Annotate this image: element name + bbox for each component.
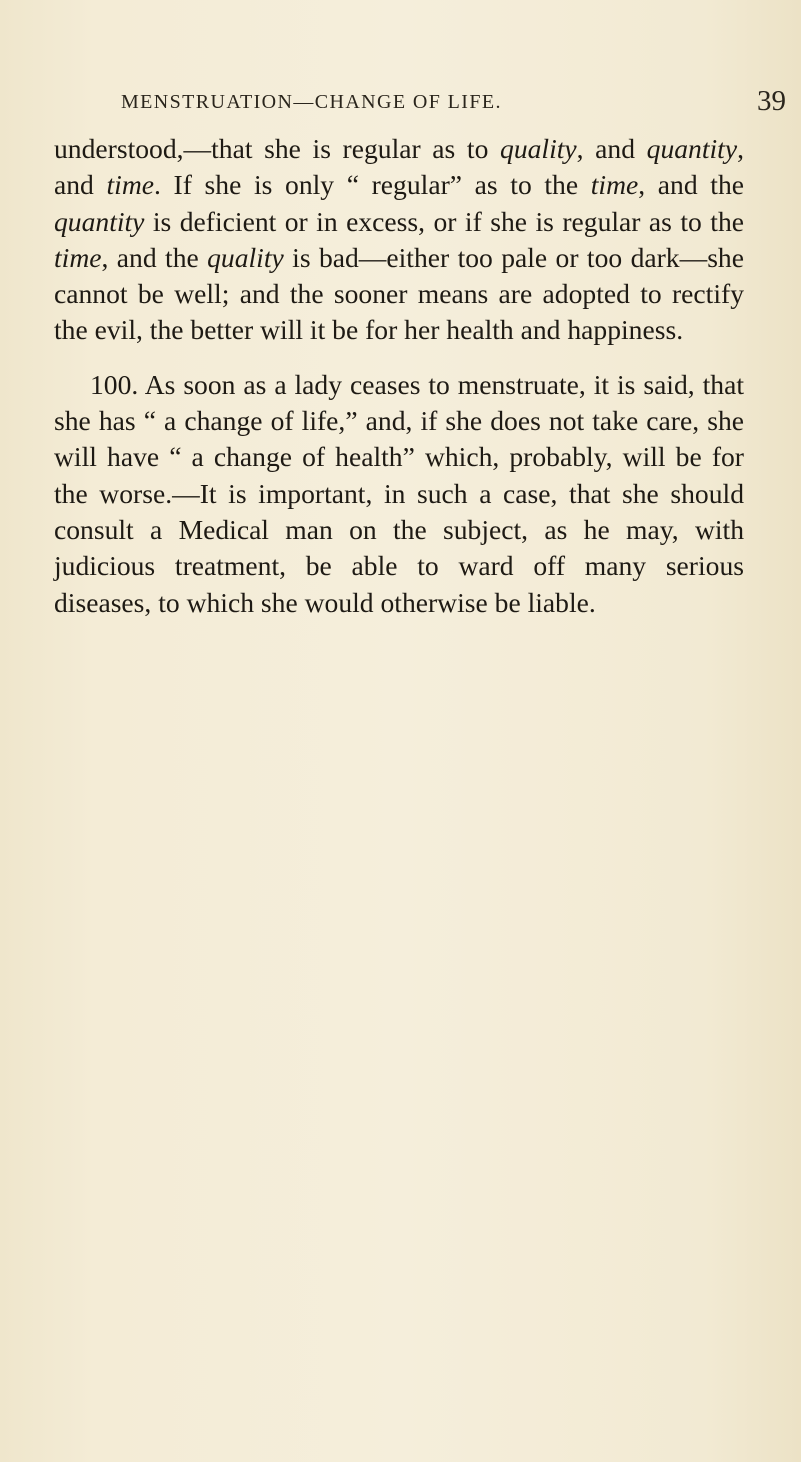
text-segment: , and the <box>101 241 208 273</box>
text-segment: , and <box>54 133 744 201</box>
italic-term: time <box>590 169 639 201</box>
running-title: MENSTRUATION—CHANGE OF LIFE. <box>121 91 502 113</box>
italic-term: quality <box>500 133 577 164</box>
paragraph-continued <box>54 131 744 349</box>
text-segment: , and the <box>638 169 744 201</box>
text-segment: is bad—either too pale or too dark—she cannot be well; and the sooner means are adopted to rectify the evil, the better will it be for her health and happiness. <box>54 241 744 346</box>
body-text <box>54 131 744 621</box>
page-number: 39 <box>757 85 786 117</box>
text-segment: is deficient or in excess, or if she is regular as to the <box>144 205 744 237</box>
italic-term: quality <box>207 241 284 273</box>
paragraph-100 <box>54 367 744 621</box>
text-segment: . If she is only “ regular” as to the <box>154 169 591 201</box>
italic-term: time <box>106 169 154 201</box>
running-head <box>56 87 796 117</box>
italic-term: time <box>54 241 102 273</box>
italic-term: quantity <box>54 205 145 237</box>
italic-term: quantity <box>646 133 738 164</box>
text-segment: understood,—that she is regular as to <box>54 133 501 164</box>
text-segment: , and <box>576 133 647 164</box>
text-segment: 100. As soon as a lady ceases to menstruate, it is said, that she has “ a change of life,” and, if she does not take care, she will have “ a change of health” which, probably, will be for the worse.—It is important, in such a case, that she should consult a Medical man on the subject, as he may, with judicious treatment, be able to ward off many serious diseases, to which she would otherwise be liable. <box>54 368 744 618</box>
